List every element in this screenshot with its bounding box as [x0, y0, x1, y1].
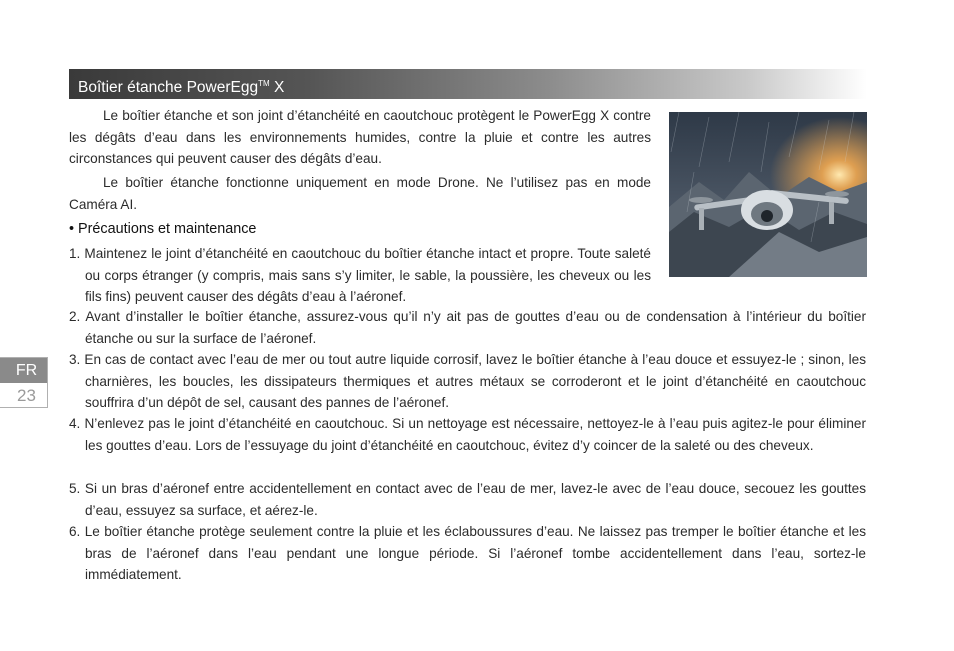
- list-item: 2. Avant d’installer le boîtier étanche, assurez-vous qu’il n’y ait pas de gouttes d’eau ou de condensation à l’intérieur du boîtier étanche ou sur la surface de l’aéronef.: [69, 309, 866, 346]
- list-item: 1. Maintenez le joint d’étanchéité en caoutchouc du boîtier étanche intact et propre. Toute saleté ou corps étranger (y compris, mais sans s’y limiter, le sable, la poussière, les cheveux ou les fils fins) peuvent causer des dégâts d’eau à l’aéronef.: [69, 246, 651, 304]
- section-header: [69, 69, 867, 99]
- list-item: 4. N’enlevez pas le joint d’étanchéité en caoutchouc. Si un nettoyage est nécessaire, nettoyez-le à l’eau puis agitez-le pour éliminer les gouttes d’eau. Lors de l’essuyage du joint d’étanchéité en caoutchouc, évitez d’y coincer de la saleté ou des cheveux.: [69, 416, 866, 453]
- page-number: 23: [17, 386, 36, 405]
- precautions-heading: • Précautions et maintenance: [69, 221, 257, 237]
- section-title-suffix: X: [269, 79, 285, 96]
- list-item: 6. Le boîtier étanche protège seulement contre la pluie et les éclaboussures d’eau. Ne laissez pas tremper le boîtier étanche et les bras de l’aéronef dans l’eau pendant une longue période. Si l’aéronef tombe accidentellement dans l’eau, sortez-le immédiatement.: [69, 524, 866, 582]
- trademark-mark: TM: [258, 79, 270, 88]
- language-label: FR: [0, 358, 47, 383]
- page-tab: [0, 357, 48, 408]
- intro-paragraph-2: Le boîtier étanche fonctionne uniquement en mode Drone. Ne l’utilisez pas en mode Caméra AI.: [69, 175, 651, 212]
- list-item: 3. En cas de contact avec l’eau de mer ou tout autre liquide corrosif, lavez le boîtier étanche à l’eau douce et essuyez-le ; sinon, les charnières, les boucles, les dissipateurs thermiques et autres métaux se corroderont et le joint d’étanchéité en caoutchouc souffrira d’un dépôt de sel, causant des pannes de l’aéronef.: [69, 352, 866, 410]
- list-item: 5. Si un bras d’aéronef entre accidentellement en contact avec de l’eau de mer, lavez-le avec de l’eau douce, secouez les gouttes d’eau, essuyez sa surface, et aérez-le.: [69, 481, 866, 518]
- drone-in-storm-photo: [669, 112, 867, 277]
- intro-paragraph-1: Le boîtier étanche et son joint d’étanchéité en caoutchouc protègent le PowerEgg X contre les dégâts d’eau dans les environnements humides, contre la pluie et contre les autres circonstances qui peuvent causer des dégâts d’eau.: [69, 108, 651, 166]
- section-title: Boîtier étanche PowerEgg: [78, 79, 259, 96]
